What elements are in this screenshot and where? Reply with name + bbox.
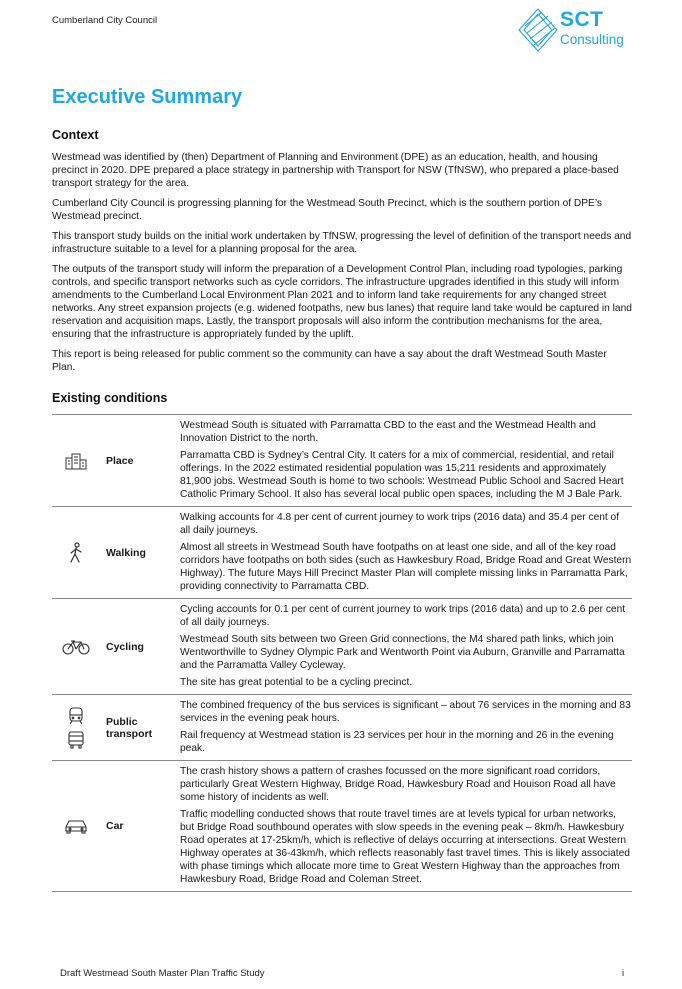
row-description [174, 599, 632, 695]
row-paragraph: Walking accounts for 4.8 per cent of current journey to work trips (2016 data) and 35.4 per cent of all daily journeys. [180, 512, 620, 536]
row-description [174, 507, 632, 599]
table-row [52, 507, 632, 599]
context-paragraph: This transport study builds on the initial work undertaken by TfNSW, progressing the level of definition of the transport needs and infrastructure suitable to a level for a planning proposal for the area. [52, 231, 632, 255]
footer-document-title: Draft Westmead South Master Plan Traffic Study [60, 968, 265, 979]
logo-mark-icon [516, 6, 560, 54]
context-paragraph: This report is being released for public comment so the community can have a say about the draft Westmead South Master Plan. [52, 349, 607, 373]
train-bus-icon [52, 707, 100, 749]
main-content [52, 128, 632, 892]
row-paragraph: Parramatta CBD is Sydney’s Central City. It caters for a mix of commercial, residential, and retail offerings. In the 2022 estimated residential population was 15,211 residents and approximately 81,900 jobs. Westmead South is home to two schools: Westmead Public School and Sacred Heart Catholic Primary School. It also has several local public open spaces, including the M J Bale Park. [180, 450, 624, 500]
row-icon-cell [52, 761, 100, 892]
row-label: Place [100, 415, 174, 507]
row-icon-cell [52, 507, 100, 599]
row-description [174, 695, 632, 761]
row-icon-cell [52, 599, 100, 695]
header-council-name: Cumberland City Council [52, 15, 158, 26]
row-paragraph: Westmead South is situated with Parramatta CBD to the east and the Westmead Health and Innovation District to the north. [180, 420, 596, 444]
table-row [52, 695, 632, 761]
table-row [52, 599, 632, 695]
logo-text-consulting: Consulting [560, 32, 624, 47]
row-label: Car [100, 761, 174, 892]
row-icon-cell [52, 415, 100, 507]
row-paragraph: The combined frequency of the bus services is significant – about 76 services in the morning and 83 services in the evening peak hours. [180, 700, 631, 724]
row-paragraph: Rail frequency at Westmead station is 23 services per hour in the morning and 26 in the evening peak. [180, 730, 614, 754]
buildings-icon [65, 452, 87, 470]
table-row [52, 761, 632, 892]
context-heading: Context [52, 128, 99, 142]
table-row [52, 415, 632, 507]
context-paragraph: Cumberland City Council is progressing planning for the Westmead South Precinct, which is the southern portion of DPE’s Westmead precinct. [52, 198, 603, 222]
row-description [174, 761, 632, 892]
logo-text-sct: SCT [560, 8, 604, 31]
row-paragraph: The site has great potential to be a cycling precinct. [180, 677, 413, 688]
row-paragraph: Westmead South sits between two Green Grid connections, the M4 shared path links, which join Wentworthville to Sydney Olympic Park and Wentworth Point via Auburn, Granville and Parramatta and the Parramatta Valley Cycleway. [180, 634, 625, 671]
existing-conditions-table [52, 414, 632, 892]
bicycle-icon [62, 639, 90, 655]
bus-icon [68, 731, 84, 749]
row-description [174, 415, 632, 507]
pedestrian-icon [68, 542, 84, 564]
context-paragraph: The outputs of the transport study will inform the preparation of a Development Control Plan, including road typologies, parking controls, and specific transport networks such as cycle corridors. The infrastructure upgrades identified in this study will inform amendments to the Cumberland Local Environment Plan 2021 and to inform land take requirements for any changed street networks. Any street expansion projects (e.g. widened footpaths, new bus lanes) that require land take would be captured in land reservation and acquisition maps. Lastly, the transport proposals will also inform the contribution mechanisms for the area, ensuring that the infrastructure is appropriately funded by the uplift. [52, 264, 632, 340]
row-label: Cycling [100, 599, 174, 695]
footer-page-number: i [622, 968, 625, 979]
existing-conditions-heading: Existing conditions [52, 391, 168, 405]
row-label: Public transport [100, 695, 174, 761]
page-title: Executive Summary [52, 86, 243, 108]
row-paragraph: The crash history shows a pattern of crashes focussed on the more significant road corridors, particularly Great Western Highway, Bridge Road, Hawkesbury Road and Houison Road all have some history of incidents as well. [180, 766, 616, 803]
row-paragraph: Traffic modelling conducted shows that route travel times are at levels typical for urban networks, but Bridge Road southbound operates with slow speeds in the evening peak – 8km/h. Hawkesbury Road operates at 17-25km/h, which is reflective of delays occurring at intersections. Great Western Highway operates at 36-43km/h, which reflects reasonably fast travel times. This is likely associated with phase timings which allocate more time to Great Western Highway than the approaches from Hawkesbury Road, Bridge Road and Coleman Street. [180, 809, 630, 885]
row-label: Walking [100, 507, 174, 599]
sct-consulting-logo [516, 6, 640, 54]
row-paragraph: Cycling accounts for 0.1 per cent of current journey to work trips (2016 data) and up to 2.6 per cent of all daily journeys. [180, 604, 626, 628]
row-icon-cell [52, 695, 100, 761]
train-icon [68, 707, 84, 725]
row-paragraph: Almost all streets in Westmead South have footpaths on at least one side, and all of the key road corridors have footpaths on both sides (such as Hawkesbury Road, Bridge Road and Great Western Highway). The future Mays Hill Precinct Master Plan will complete missing links in Parramatta Park, providing connectivity to Parramatta CBD. [180, 542, 632, 592]
context-paragraph: Westmead was identified by (then) Department of Planning and Environment (DPE) as an education, health, and housing precinct in 2020. DPE prepared a place strategy in partnership with Transport for NSW (TfNSW), who prepared a place-based transport strategy for the area. [52, 152, 619, 189]
car-icon [64, 818, 88, 834]
